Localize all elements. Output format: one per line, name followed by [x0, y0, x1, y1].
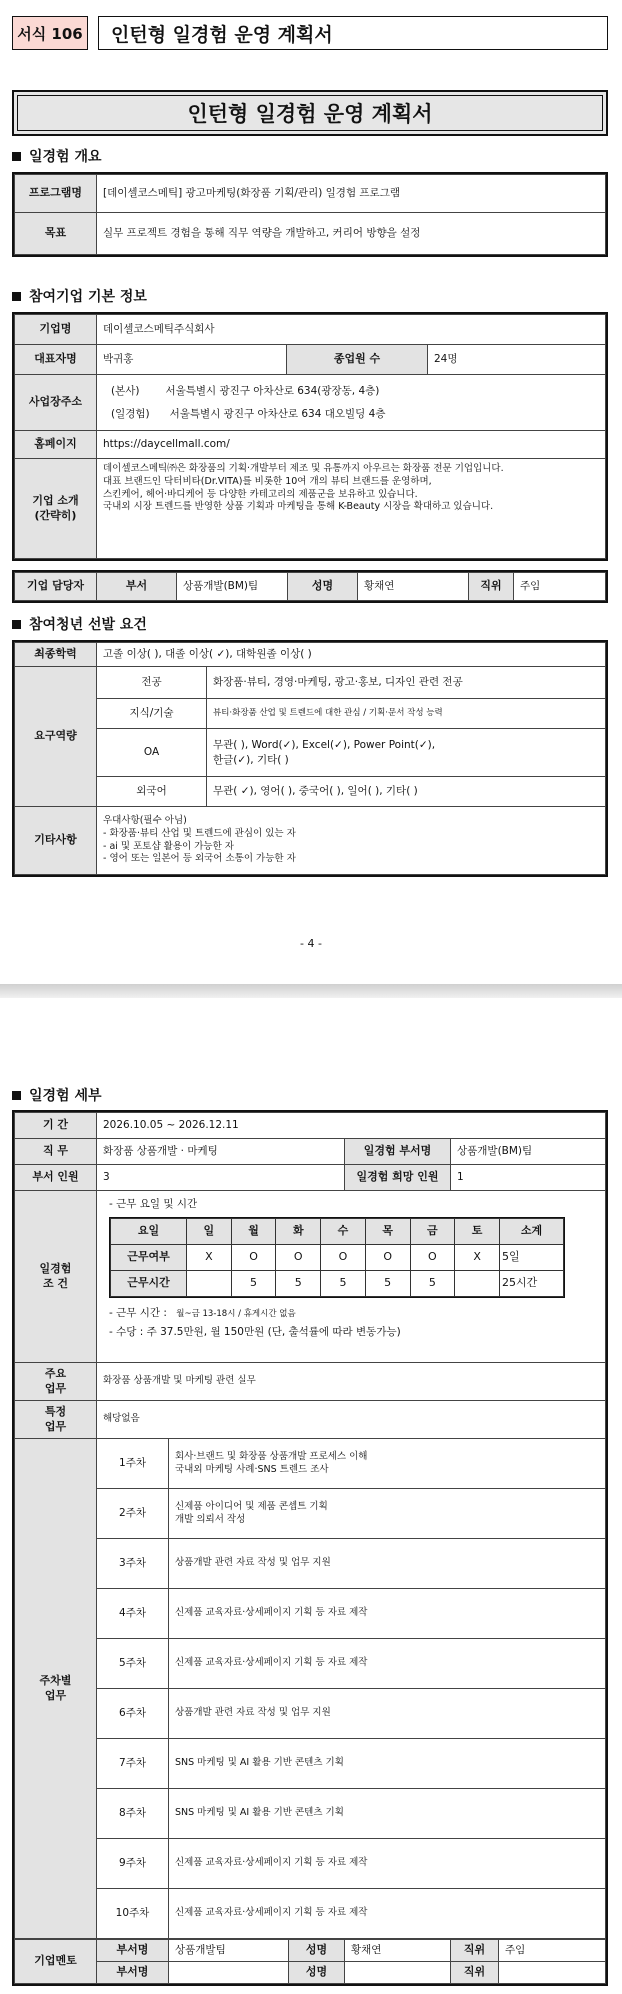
etc-line: - 화장품·뷰티 산업 및 트렌드에 관심이 있는 자: [103, 827, 296, 839]
contact-name-label: 성명: [288, 573, 358, 601]
work-cell: O: [365, 1245, 410, 1271]
address-value: [97, 375, 606, 431]
mentor-position-value: 주임: [499, 1940, 606, 1962]
requirements-table: [12, 640, 608, 877]
major-label: 전공: [97, 667, 207, 699]
work-cell: O: [276, 1245, 321, 1271]
main-task-label: [15, 1363, 97, 1401]
section-overview-heading: [12, 146, 102, 166]
staff-count-label: 종업원 수: [287, 345, 428, 375]
condition-label-line: 일경험: [39, 1261, 72, 1275]
hq-address: 서울특별시 광진구 아차산로 634(광장동, 4층): [165, 385, 380, 398]
condition-label: [15, 1191, 97, 1363]
square-bullet-icon: [12, 152, 21, 161]
hours-cell: 5: [365, 1271, 410, 1297]
intro-label: [15, 459, 97, 559]
skill-value: 뷰티·화장품 산업 및 트렌드에 대한 관심 / 기획·문서 작성 능력: [207, 699, 606, 729]
week-task: SNS 마케팅 및 AI 활용 기반 콘텐츠 기획: [169, 1789, 606, 1839]
pay-line: - 수당 : 주 37.5만원, 월 150만원 (단, 출석률에 따라 변동가능): [109, 1325, 401, 1338]
week-label: 4주차: [97, 1589, 169, 1639]
contact-table: [12, 570, 608, 603]
week-label: 3주차: [97, 1539, 169, 1589]
intro-line: 스킨케어, 헤어·바디케어 등 다양한 카테고리의 제품군을 보유하고 있습니다.: [103, 488, 418, 500]
square-bullet-icon: [12, 620, 21, 629]
mentor-label: 기업멘토: [15, 1940, 97, 1984]
company-name-label: 기업명: [15, 315, 97, 345]
mentor-table: [14, 1939, 606, 1984]
document-title: 인턴형 일경험 운영 계획서: [12, 90, 608, 136]
schedule-header: 일: [187, 1219, 232, 1245]
week-task-line: 회사·브랜드 및 화장품 상품개발 프로세스 이해: [175, 1450, 368, 1462]
condition-label-line: 조 건: [42, 1276, 69, 1290]
period-value: 2026.10.05 ~ 2026.12.11: [97, 1113, 606, 1139]
schedule-header: 목: [365, 1219, 410, 1245]
condition-value: [97, 1191, 606, 1363]
worktime-prefix: - 근무 시간 :: [109, 1307, 167, 1320]
company-name-value: 데이셀코스메틱주식회사: [97, 315, 606, 345]
skill-label: 지식/기술: [97, 699, 207, 729]
homepage-link[interactable]: https://daycellmall.com/: [97, 431, 606, 459]
ceo-value: 박귀홍: [97, 345, 287, 375]
schedule-header: 요일: [111, 1219, 187, 1245]
schedule-header: 금: [410, 1219, 455, 1245]
detail-table: [12, 1110, 608, 1986]
work-cell: X: [187, 1245, 232, 1271]
work-row: [111, 1245, 564, 1271]
week-task: 신제품 교육자료·상세페이지 기획 등 자료 제작: [169, 1639, 606, 1689]
mentor2-name-label: 성명: [289, 1962, 345, 1984]
contact-position-label: 직위: [469, 573, 514, 601]
hours-cell: 5: [410, 1271, 455, 1297]
section-title: 일경험 세부: [29, 1088, 102, 1104]
schedule-header: 토: [455, 1219, 500, 1245]
hq-tag: (본사): [111, 385, 140, 398]
mentor2-position-label: 직위: [451, 1962, 499, 1984]
schedule-header: 수: [321, 1219, 366, 1245]
etc-line: 우대사항(필수 아님): [103, 814, 187, 826]
section-title: 일경험 개요: [29, 149, 102, 165]
schedule-header-row: [111, 1219, 564, 1245]
intro-label-text: 기업 소개: [32, 493, 79, 507]
section-title: 참여기업 기본 정보: [29, 289, 147, 305]
weekly-task-label: [15, 1439, 97, 1939]
week-label: 7주차: [97, 1739, 169, 1789]
etc-line: - ai 및 포토샵 활용이 가능한 자: [103, 840, 234, 852]
week-label: 2주차: [97, 1489, 169, 1539]
special-task-label-line: 특정: [44, 1404, 67, 1418]
week-task: 신제품 교육자료·상세페이지 기획 등 자료 제작: [169, 1589, 606, 1639]
worktime-value: 월~금 13-18시 / 휴게시간 없음: [176, 1309, 296, 1320]
competency-label: 요구역량: [15, 667, 97, 807]
mentor-dept-label: 부서명: [97, 1940, 169, 1962]
week-task: 상품개발 관련 자료 작성 및 업무 지원: [169, 1539, 606, 1589]
language-label: 외국어: [97, 777, 207, 807]
mentor-dept-value: 상품개발팀: [169, 1940, 289, 1962]
hours-cell: 5: [231, 1271, 276, 1297]
ceo-label: 대표자명: [15, 345, 97, 375]
language-value: 무관( ✓), 영어( ), 중국어( ), 일어( ), 기타( ): [207, 777, 606, 807]
etc-label: 기타사항: [15, 807, 97, 875]
address-label: 사업장주소: [15, 375, 97, 431]
site-tag: (일경험): [111, 407, 150, 420]
mentor2-name-value: [345, 1962, 451, 1984]
form-number-badge: 서식 106: [12, 16, 88, 50]
goal-value: 실무 프로젝트 경험을 통해 직무 역량을 개발하고, 커리어 방향을 설정: [97, 213, 606, 255]
worktime-line: [109, 1306, 593, 1320]
intro-line: 국내외 시장 트렌드를 반영한 상품 기획과 마케팅을 통해 K-Beauty 시장을 확대하고 있습니다.: [103, 501, 494, 513]
work-row-label: 근무여부: [111, 1245, 187, 1271]
overview-table: [12, 172, 608, 257]
schedule-title: - 근무 요일 및 시간: [109, 1198, 198, 1210]
dept-staff-label: 부서 인원: [15, 1165, 97, 1191]
form-header: [12, 16, 608, 50]
special-task-value: 해당없음: [97, 1401, 606, 1439]
hours-cell: 5: [321, 1271, 366, 1297]
week-task: SNS 마케팅 및 AI 활용 기반 콘텐츠 기획: [169, 1739, 606, 1789]
schedule-table-wrap: [109, 1217, 565, 1298]
week-label: 1주차: [97, 1439, 169, 1489]
mentor-name-label: 성명: [289, 1940, 345, 1962]
week-label: 5주차: [97, 1639, 169, 1689]
hours-cell: [455, 1271, 500, 1297]
mentor2-dept-value: [169, 1962, 289, 1984]
hope-count-label: 일경험 희망 인원: [345, 1165, 451, 1191]
work-cell: O: [410, 1245, 455, 1271]
dept-name-value: 상품개발(BM)팀: [451, 1139, 606, 1165]
special-task-label: [15, 1401, 97, 1439]
square-bullet-icon: [12, 1091, 21, 1100]
week-label: 10주차: [97, 1889, 169, 1939]
week-task-line: 개발 의뢰서 작성: [175, 1513, 246, 1525]
homepage-label: 홈페이지: [15, 431, 97, 459]
schedule-header: 소계: [500, 1219, 564, 1245]
schedule-header: 화: [276, 1219, 321, 1245]
major-value: 화장품·뷰티, 경영·마케팅, 광고·홍보, 디자인 관련 전공: [207, 667, 606, 699]
schedule-header: 월: [231, 1219, 276, 1245]
week-task: [169, 1489, 606, 1539]
period-label: 기 간: [15, 1113, 97, 1139]
week-task: 상품개발 관련 자료 작성 및 업무 지원: [169, 1689, 606, 1739]
weekly-task-label-line: 업무: [44, 1688, 67, 1702]
contact-dept-label: 부서: [97, 573, 177, 601]
oa-label: OA: [97, 729, 207, 777]
etc-value: [97, 807, 606, 875]
hours-subtotal: 25시간: [500, 1271, 564, 1297]
site-address: 서울특별시 광진구 아차산로 634 대오빌딩 4층: [169, 407, 386, 420]
program-value: [데이셀코스메틱] 광고마케팅(화장품 기획/관리) 일경험 프로그램: [97, 175, 606, 213]
company-table: [12, 312, 608, 561]
section-title: 참여청년 선발 요건: [29, 617, 147, 633]
dept-staff-value: 3: [97, 1165, 345, 1191]
week-label: 8주차: [97, 1789, 169, 1839]
work-cell: X: [455, 1245, 500, 1271]
oa-line: 한글(✓), 기타( ): [213, 753, 289, 766]
week-task: [169, 1439, 606, 1489]
week-task: 신제품 교육자료·상세페이지 기획 등 자료 제작: [169, 1889, 606, 1939]
job-value: 화장품 상품개발 · 마케팅: [97, 1139, 345, 1165]
weekly-task-label-line: 주차별: [39, 1673, 72, 1687]
week-task-line: 국내외 마케팅 사례·SNS 트렌드 조사: [175, 1463, 329, 1475]
form-header-title: 인턴형 일경험 운영 계획서: [98, 16, 608, 50]
page-number: - 4 -: [300, 937, 322, 950]
intro-sublabel: (간략히): [34, 508, 77, 522]
goal-label: 목표: [15, 213, 97, 255]
section-detail-heading: [12, 1085, 102, 1105]
intro-value: [97, 459, 606, 559]
etc-line: - 영어 또는 일본어 등 외국어 소통이 가능한 자: [103, 853, 296, 865]
mentor2-dept-label: 부서명: [97, 1962, 169, 1984]
week-task-line: 신제품 아이디어 및 제품 콘셉트 기획: [175, 1500, 328, 1512]
section-requirements-heading: [12, 614, 147, 634]
hours-row: [111, 1271, 564, 1297]
work-cell: O: [231, 1245, 276, 1271]
hope-count-value: 1: [451, 1165, 606, 1191]
education-value: 고졸 이상( ), 대졸 이상( ✓), 대학원졸 이상( ): [97, 643, 606, 667]
main-task-label-line: 업무: [44, 1381, 67, 1395]
hours-cell: [187, 1271, 232, 1297]
main-task-label-line: 주요: [44, 1366, 67, 1380]
contact-dept-value: 상품개발(BM)팀: [177, 573, 288, 601]
hours-cell: 5: [276, 1271, 321, 1297]
contact-position-value: 주임: [514, 573, 606, 601]
mentor-name-value: 황채연: [345, 1940, 451, 1962]
hours-row-label: 근무시간: [111, 1271, 187, 1297]
contact-label: 기업 담당자: [15, 573, 97, 601]
intro-line: 데이셀코스메틱㈜은 화장품의 기획·개발부터 제조 및 유통까지 아우르는 화장품 전문 기업입니다.: [103, 463, 504, 474]
education-label: 최종학력: [15, 643, 97, 667]
contact-name-value: 황채연: [358, 573, 469, 601]
square-bullet-icon: [12, 292, 21, 301]
staff-count-value: 24명: [428, 345, 606, 375]
intro-line: 대표 브랜드인 닥터비타(Dr.VITA)를 비롯한 10여 개의 뷰티 브랜드를 운영하며,: [103, 475, 432, 487]
week-label: 9주차: [97, 1839, 169, 1889]
schedule-table: [110, 1218, 564, 1297]
week-label: 6주차: [97, 1689, 169, 1739]
week-task: 신제품 교육자료·상세페이지 기획 등 자료 제작: [169, 1839, 606, 1889]
oa-line: 무관( ), Word(✓), Excel(✓), Power Point(✓),: [213, 739, 436, 752]
work-subtotal: 5일: [500, 1245, 564, 1271]
mentor2-position-value: [499, 1962, 606, 1984]
main-task-value: 화장품 상품개발 및 마케팅 관련 실무: [97, 1363, 606, 1401]
mentor-position-label: 직위: [451, 1940, 499, 1962]
dept-name-label: 일경험 부서명: [345, 1139, 451, 1165]
special-task-label-line: 업무: [44, 1419, 67, 1433]
section-company-heading: [12, 286, 147, 306]
work-cell: O: [321, 1245, 366, 1271]
page-separator: [0, 984, 622, 998]
oa-value: [207, 729, 606, 777]
program-label: 프로그램명: [15, 175, 97, 213]
job-label: 직 무: [15, 1139, 97, 1165]
